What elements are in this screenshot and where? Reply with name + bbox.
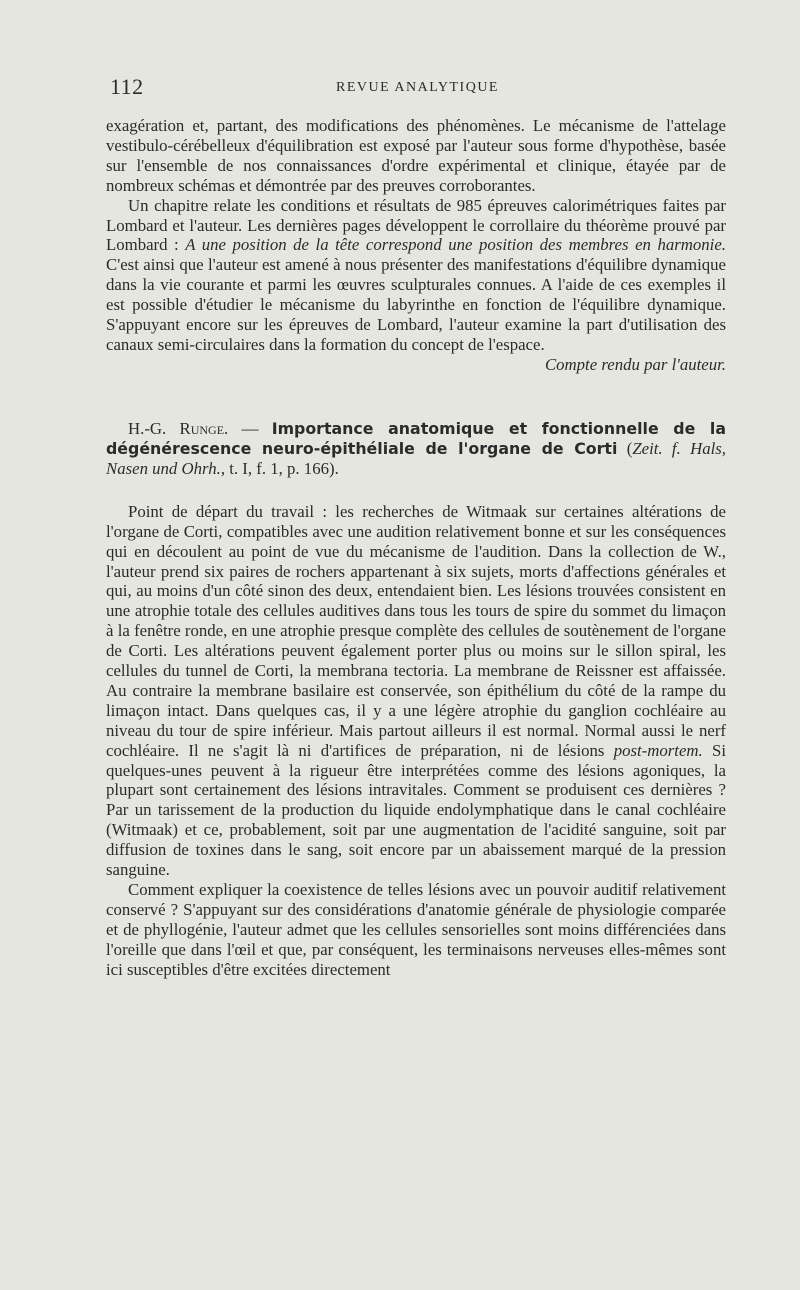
paragraph-text: Point de départ du travail : les recherches de Witmaak sur certaines altérations de l'organe de Corti, compatibles avec une audition relativement bonne et sur les conséquences qui en découlent au point de vue du mécanisme de l'audition. Dans la collection de W., l'auteur prend six paires de rochers appartenant à six sujets, morts d'affections générales et qui, au moins d'un côté sinon des deux, entendaient bien. Les lésions trouvées consistent en une atrophie totale des cellules auditives dans tous les tours de spire du sommet du limaçon à la fenêtre ronde, en une atrophie presque complète des cellules de soutènement de l'organe de Corti. Les altérations peuvent également porter plus ou moins sur le sillon spiral, les cellules du tunnel de Corti, la membrana tectoria. La membrane de Reissner est affaissée. Au contraire la membrane basilaire est conservée, son épithélium du côté de la rampe du limaçon intact. Dans quelques cas, il y a une légère atrophie du ganglion cochléaire au niveau du tour de spire inférieur. Mais partout ailleurs il est normal. Normal aussi le nerf cochléaire. Il ne s'agit là ni d'artifices de préparation, ni de lésions <box>106 501 726 760</box>
review-heading <box>106 419 726 479</box>
italic-term: post-mortem. <box>613 740 703 760</box>
journal-name: Zeit. f. Hals, Nasen und Ohrh. <box>106 438 726 478</box>
paragraph-continued: exagération et, partant, des modifications des phénomènes. Le mécanisme de l'attelage vestibulo-cérébelleux d'équilibration est exposé par l'auteur sous forme d'hypothèse, basée sur l'ensemble de nos connaissances d'ordre expérimental et clinique, étayée par de nombreux schémas et démontrée par des preuves corroborantes. <box>106 116 726 195</box>
paragraph-review-conclusion: Comment expliquer la coexistence de telles lésions avec un pouvoir auditif relativement conservé ? S'appuyant sur des considérations d'anatomie générale de physiologie comparée et de phyllogénie, l'auteur admet que les cellules sensorielles sont moins différenciées dans l'oreille que dans l'œil et que, par conséquent, les terminaisons nerveuses elles-mêmes sont ici susceptibles d'être excitées directement <box>106 880 726 979</box>
article-title: Importance anatomique et fonctionnelle de la dégénérescence neuro-épithéliale de l'organe de Corti <box>106 418 727 458</box>
review-signature: Compte rendu par l'auteur. <box>544 354 726 374</box>
review-author: H.-G. Runge. <box>128 418 229 438</box>
paragraph-review-body <box>106 502 726 880</box>
page-header <box>110 72 725 102</box>
paragraph-text-rest: Si quelques-unes peuvent à la rigueur être interprétées comme des lésions agoniques, la plupart sont certainement des lésions intravitales. Comment se produisent ces dernières ? Par un tarissement de la production du liquide endolymphatique dans le canal cochléaire (Witmaak) et ce, probablement, soit par une augmentation de l'acidité sanguine, soit par diffusion de toxines dans le sang, soit encore par un abaissement marqué de la pression sanguine. <box>106 740 726 880</box>
paragraph-text-rest: C'est ainsi que l'auteur est amené à nous présenter des manifestations d'équilibre dynamique dans la vie courante et parmi les œuvres sculpturales connues. A l'aide de ces exemples il est possible d'étudier le mécanisme du labyrinthe en fonction de l'équilibre dynamique. S'appuyant encore sur les épreuves de Lombard, l'auteur examine la part d'utilisation des canaux semi-circulaires dans la formation du concept de l'espace. <box>106 255 726 354</box>
page-body <box>106 116 726 980</box>
heading-open-paren: ( <box>617 438 633 458</box>
journal-citation: , t. I, f. 1, p. 166). <box>220 458 339 478</box>
theorem-statement: A une position de la tête correspond une position des membres en harmonie. <box>185 235 726 255</box>
paragraph-text: Un chapitre relate les conditions et résultats de 985 épreuves calorimétriques faites par Lombard et l'auteur. Les dernières pages développent le corrollaire du théorème prouvé par Lombard : <box>106 195 726 255</box>
heading-dash: — <box>228 418 272 438</box>
paragraph-chapter-summary <box>106 196 726 375</box>
page-number: 112 <box>110 74 144 99</box>
running-title: REVUE ANALYTIQUE <box>336 80 499 95</box>
